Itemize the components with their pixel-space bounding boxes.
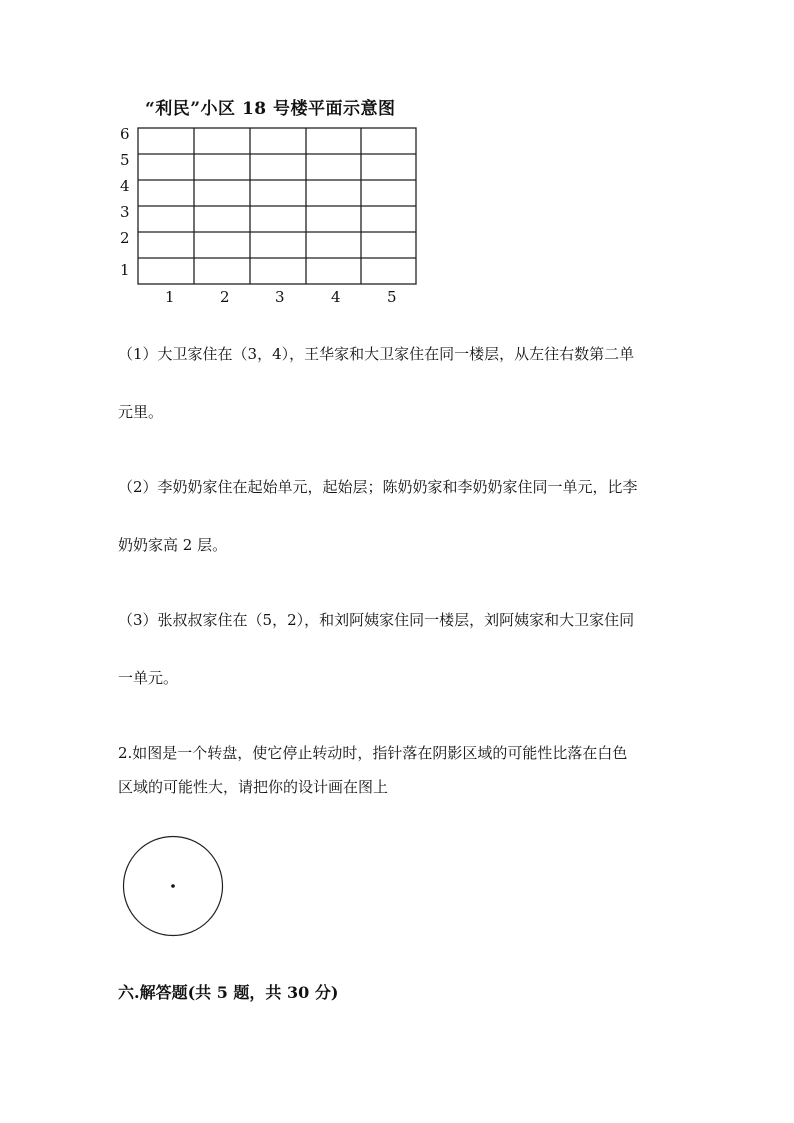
question-1-line-2: 元里。	[118, 403, 164, 421]
x-tick-5: 5	[387, 288, 397, 306]
question-2-line-2: 奶奶家高 2 层。	[118, 536, 228, 554]
section-heading: 六.解答题(共 5 题，共 30 分)	[118, 983, 339, 1002]
question-1-line-1: （1）大卫家住在（3，4），王华家和大卫家住在同一楼层，从左往右数第二单	[118, 345, 635, 363]
question-2-line-1: （2）李奶奶家住在起始单元，起始层；陈奶奶家和李奶奶家住同一单元，比李	[118, 478, 638, 496]
y-tick-3: 3	[120, 203, 130, 221]
spinner-circle[interactable]	[118, 832, 228, 942]
figure-title: “利民”小区 18 号楼平面示意图	[145, 99, 396, 119]
problem-2-line-1: 2.如图是一个转盘，使它停止转动时，指针落在阴影区域的可能性比落在白色	[118, 744, 628, 762]
y-tick-2: 2	[120, 229, 130, 247]
question-3-line-2: 一单元。	[118, 669, 179, 687]
x-tick-3: 3	[275, 288, 285, 306]
y-tick-4: 4	[120, 177, 130, 195]
x-tick-2: 2	[220, 288, 230, 306]
question-3-line-1: （3）张叔叔家住在（5，2），和刘阿姨家住同一楼层，刘阿姨家和大卫家住同	[118, 611, 635, 629]
y-tick-1: 1	[120, 261, 130, 279]
x-tick-1: 1	[165, 288, 175, 306]
y-tick-5: 5	[120, 151, 130, 169]
x-tick-4: 4	[331, 288, 341, 306]
grid-lines	[138, 128, 416, 284]
y-tick-6: 6	[120, 125, 130, 143]
spinner-center-dot	[171, 884, 175, 888]
problem-2-line-2: 区域的可能性大，请把你的设计画在图上	[118, 778, 389, 796]
floor-plan-grid	[110, 118, 430, 308]
